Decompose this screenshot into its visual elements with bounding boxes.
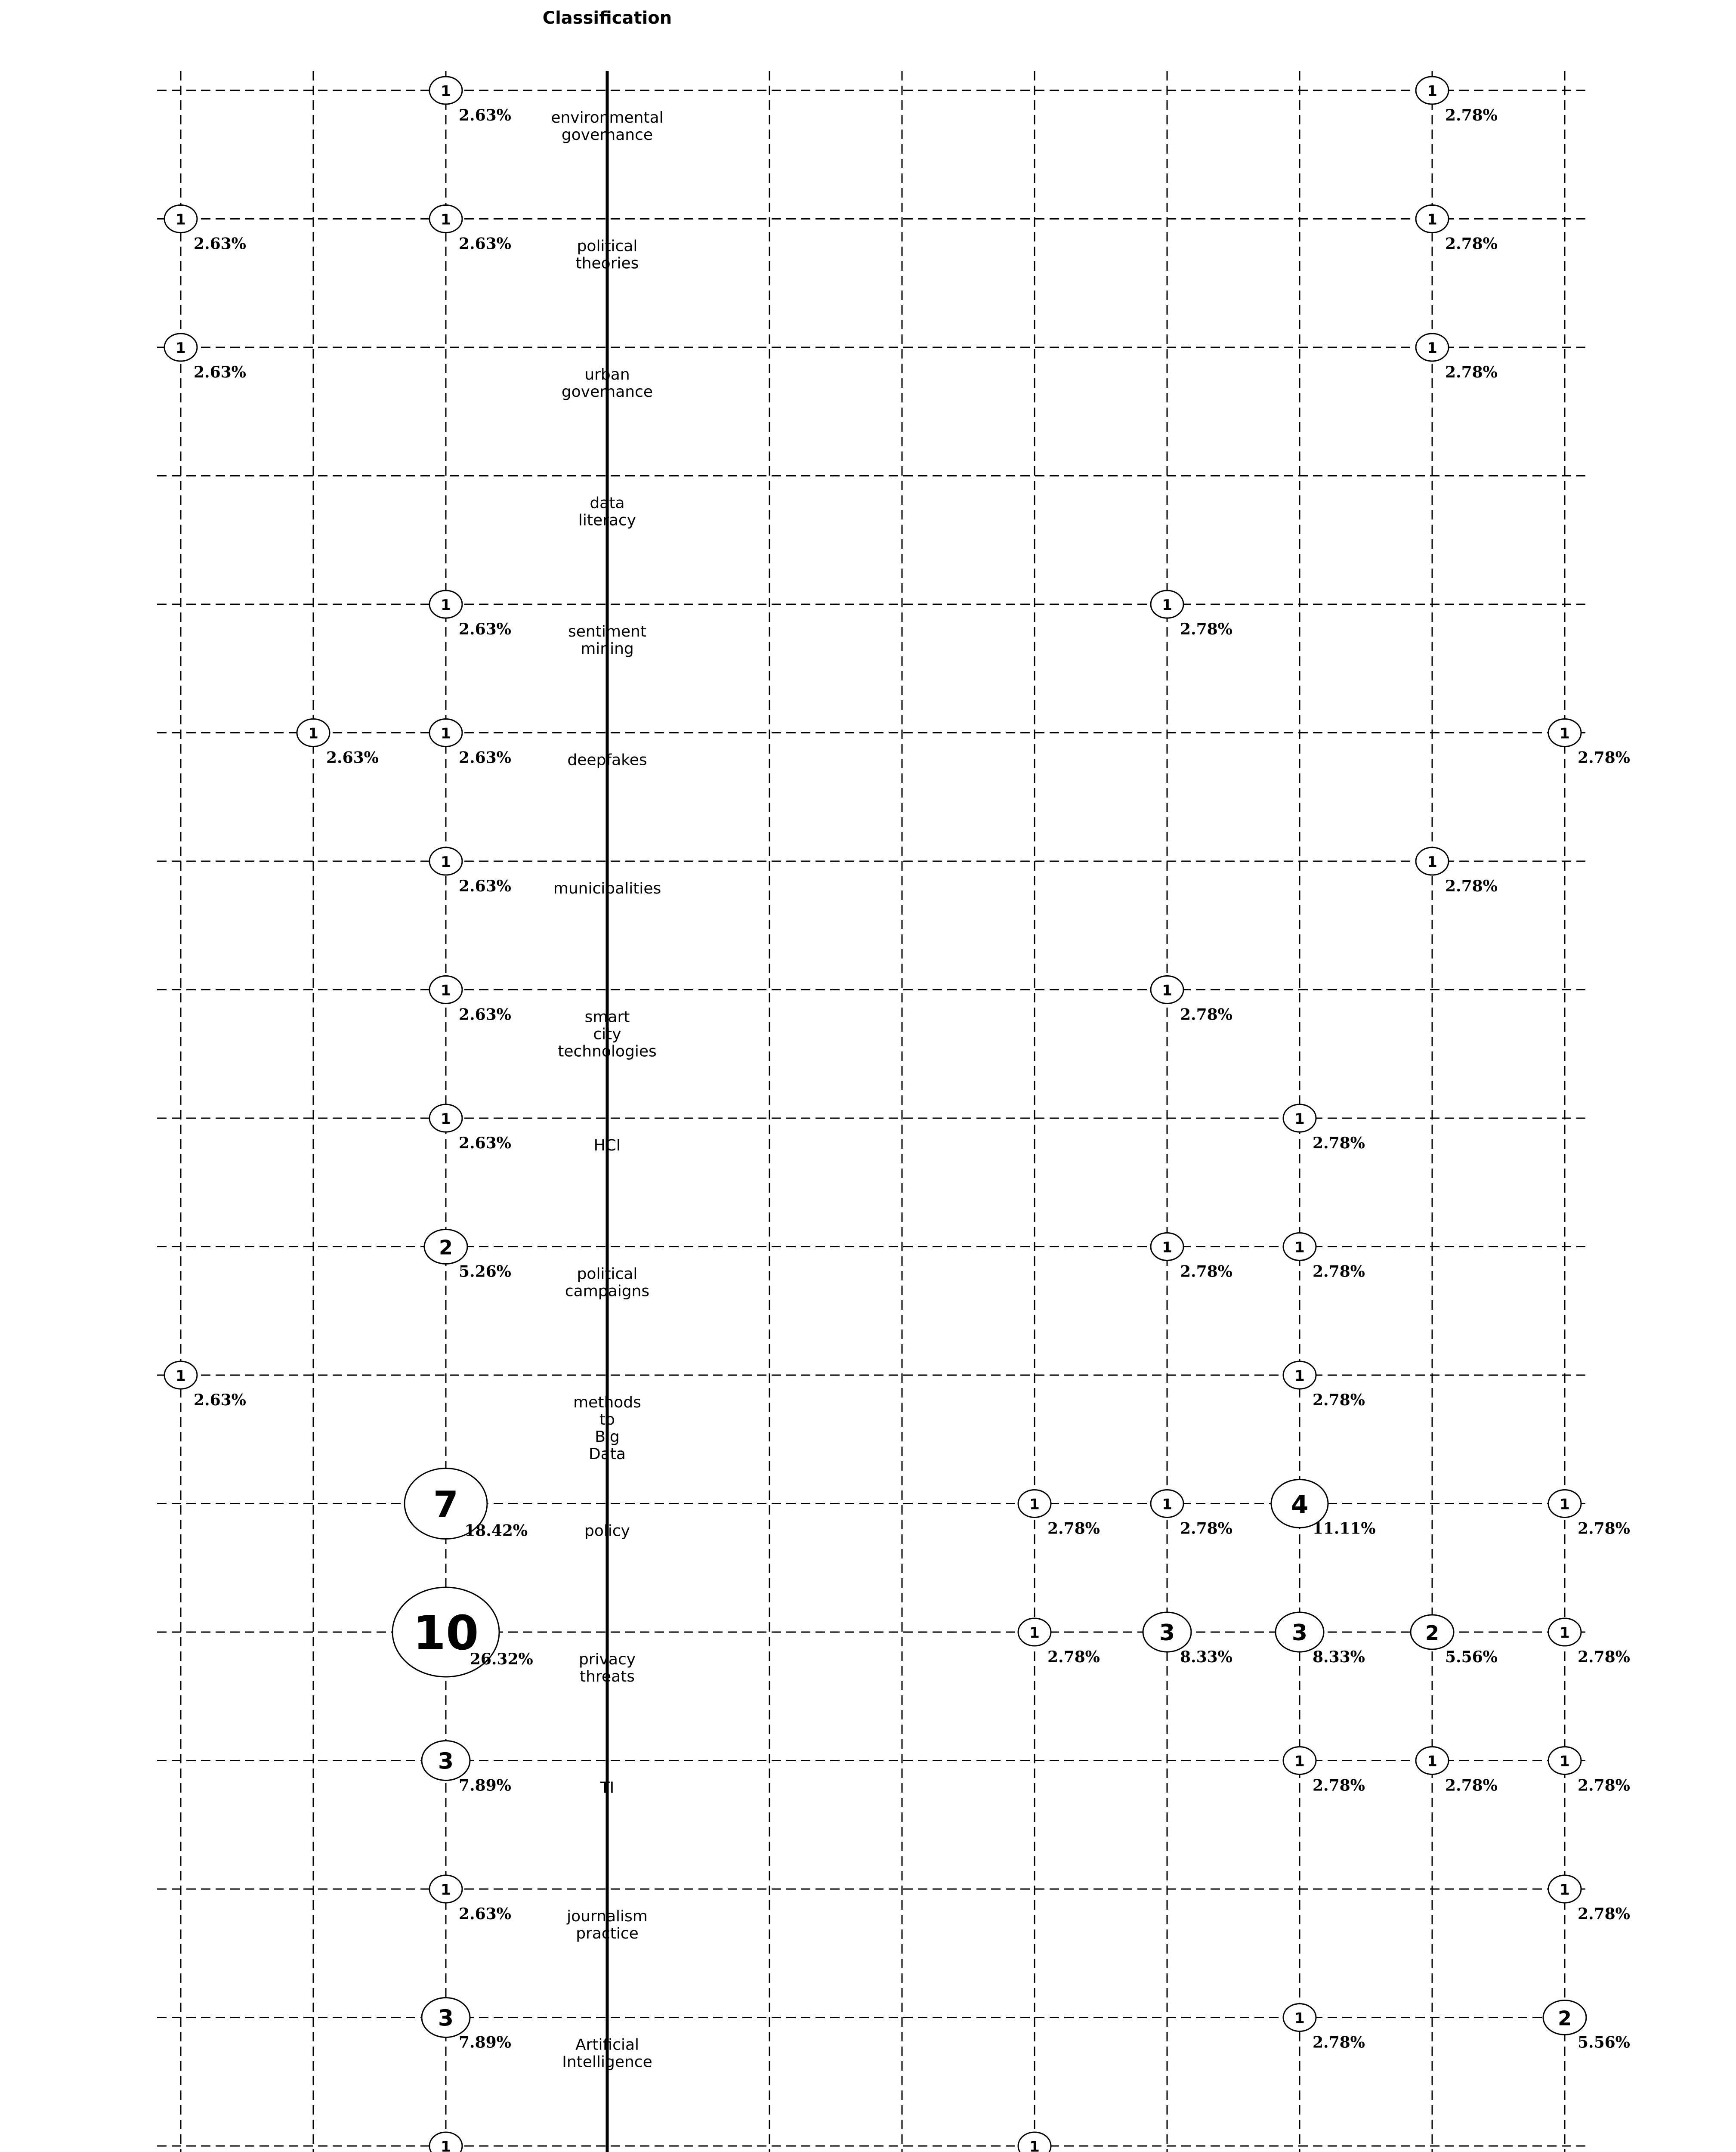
bubble-percent: 2.63% xyxy=(459,1134,511,1152)
bubble-percent: 2.78% xyxy=(1180,620,1232,638)
row-label: practice xyxy=(576,1925,639,1942)
bubble-percent: 2.63% xyxy=(194,1391,246,1409)
row-label: literacy xyxy=(578,511,636,529)
bubble-percent: 2.78% xyxy=(1313,1391,1365,1409)
bubble-percent: 2.78% xyxy=(1578,1776,1630,1795)
bubble-percent: 11.11% xyxy=(1312,1519,1376,1538)
row-label: Intelligence xyxy=(562,2053,652,2071)
bubble-percent: 7.89% xyxy=(459,2033,511,2052)
bubble-count: 1 xyxy=(1560,1881,1570,1898)
bubble-count: 1 xyxy=(1294,1110,1305,1128)
row-label: urban xyxy=(584,366,630,383)
row-label: data xyxy=(590,494,625,512)
bubble-percent: 2.78% xyxy=(1445,235,1498,253)
bubble-count: 1 xyxy=(1294,1239,1305,1256)
bubble-count: 10 xyxy=(413,1605,479,1660)
bubble-percent: 2.78% xyxy=(1313,1262,1365,1281)
row-label: campaigns xyxy=(565,1282,650,1300)
bubble-count: 1 xyxy=(1560,725,1570,742)
bubble-percent: 2.63% xyxy=(194,363,246,381)
bubble-percent: 2.78% xyxy=(1047,1519,1100,1538)
bubble-count: 1 xyxy=(441,2138,451,2152)
bubble-percent: 2.63% xyxy=(459,106,511,124)
bubble-count: 1 xyxy=(308,725,318,742)
row-label: mining xyxy=(581,640,634,658)
bubble-count: 1 xyxy=(1162,982,1172,999)
bubble-percent: 2.63% xyxy=(459,748,511,767)
bubble-count: 2 xyxy=(1425,1621,1439,1645)
bubble-percent: 2.78% xyxy=(1578,1519,1630,1538)
chart-title: Classification xyxy=(542,8,672,28)
bubble-count: 1 xyxy=(1427,1753,1437,1770)
bubble-count: 1 xyxy=(1294,1753,1305,1770)
bubble-count: 1 xyxy=(1560,1624,1570,1642)
row-label: city xyxy=(593,1025,621,1043)
bubble-percent: 2.78% xyxy=(1445,877,1498,895)
bubble-count: 1 xyxy=(1029,1624,1040,1642)
row-label: theories xyxy=(575,254,639,272)
row-label: governance xyxy=(561,126,653,144)
bubble-percent: 2.78% xyxy=(1047,1648,1100,1666)
bubble-percent: 2.78% xyxy=(1445,363,1498,381)
bubble-percent: 5.26% xyxy=(459,1262,511,1281)
bubble-count: 1 xyxy=(441,1881,451,1898)
bubble-percent: 2.78% xyxy=(1180,1519,1232,1538)
bubble-count: 1 xyxy=(176,211,186,229)
row-label: policy xyxy=(584,1522,630,1540)
row-label: Big xyxy=(595,1428,620,1446)
bubble-count: 1 xyxy=(1162,597,1172,614)
bubble-count: 1 xyxy=(1427,211,1437,229)
row-label: threats xyxy=(579,1668,635,1685)
bubble-percent: 18.42% xyxy=(464,1521,528,1540)
row-label: journalism xyxy=(567,1908,648,1925)
bubble-percent: 26.32% xyxy=(470,1650,533,1668)
bubble-percent: 2.63% xyxy=(459,877,511,895)
bubble-percent: 2.78% xyxy=(1578,1905,1630,1923)
row-label: sentiment xyxy=(568,623,646,640)
bubble-percent: 8.33% xyxy=(1313,1648,1365,1666)
bubble-count: 1 xyxy=(1427,83,1437,100)
row-label: technologies xyxy=(558,1042,657,1061)
bubble-count: 2 xyxy=(439,1236,453,1259)
row-label: smart xyxy=(584,1008,630,1026)
bubble-percent: 2.78% xyxy=(1180,1262,1232,1281)
bubble-count: 1 xyxy=(1427,853,1437,871)
row-label: methods xyxy=(573,1394,641,1411)
bubble-count: 1 xyxy=(441,725,451,742)
bubble-count: 1 xyxy=(441,597,451,614)
bubble-count: 3 xyxy=(438,2005,454,2031)
bubble-percent: 5.56% xyxy=(1578,2033,1630,2052)
bubble-count: 1 xyxy=(441,83,451,100)
bubble-count: 7 xyxy=(433,1483,459,1526)
bubble-percent: 2.78% xyxy=(1313,1134,1365,1152)
bubble-percent: 2.78% xyxy=(1313,2033,1365,2052)
bubble-count: 1 xyxy=(1294,2010,1305,2027)
row-label: to xyxy=(599,1411,615,1428)
bubble-percent: 2.78% xyxy=(1578,748,1630,767)
bubble-percent: 8.33% xyxy=(1180,1648,1232,1666)
bubble-count: 1 xyxy=(176,1367,186,1385)
row-label: political xyxy=(577,1265,638,1283)
bubble-count: 1 xyxy=(441,211,451,229)
row-label: Data xyxy=(589,1445,626,1463)
bubble-percent: 2.78% xyxy=(1445,1776,1498,1795)
bubble-percent: 2.78% xyxy=(1180,1005,1232,1024)
row-label: political xyxy=(577,237,638,255)
bubble-percent: 2.63% xyxy=(459,620,511,638)
bubble-percent: 2.63% xyxy=(459,1905,511,1923)
row-label: municipalities xyxy=(553,880,661,897)
bubble-percent: 5.56% xyxy=(1445,1648,1498,1666)
bubble-percent: 7.89% xyxy=(459,1776,511,1795)
row-label: governance xyxy=(561,383,653,401)
bubble-count: 2 xyxy=(1557,2007,1572,2030)
bubble-count: 1 xyxy=(1029,1496,1040,1513)
bubble-count: 1 xyxy=(1427,340,1437,357)
bubble-count: 1 xyxy=(1294,1367,1305,1385)
bubble-percent: 2.63% xyxy=(326,748,379,767)
bubble-percent: 2.63% xyxy=(459,1005,511,1024)
bubble-percent: 2.78% xyxy=(1445,106,1498,124)
bubble-count: 1 xyxy=(1029,2138,1040,2152)
bubble-count: 3 xyxy=(1291,1620,1308,1646)
row-label: HCI xyxy=(593,1137,621,1154)
row-label: Artificial xyxy=(575,2036,639,2054)
bubble-count: 1 xyxy=(1162,1239,1172,1256)
bubble-count: 3 xyxy=(438,1748,454,1775)
bubble-percent: 2.63% xyxy=(194,235,246,253)
bubble-count: 1 xyxy=(1560,1496,1570,1513)
bubble-percent: 2.78% xyxy=(1313,1776,1365,1795)
bubble-count: 3 xyxy=(1159,1620,1175,1646)
bubble-count: 1 xyxy=(441,853,451,871)
bubble-count: 1 xyxy=(1162,1496,1172,1513)
row-label: privacy xyxy=(578,1651,636,1668)
row-label: deepfakes xyxy=(567,751,647,769)
bubble-count: 1 xyxy=(176,340,186,357)
bubble-percent: 2.63% xyxy=(459,235,511,253)
row-label: TI xyxy=(600,1779,615,1797)
bubble-count: 1 xyxy=(441,1110,451,1128)
bubble-count: 1 xyxy=(1560,1753,1570,1770)
bubble-percent: 2.78% xyxy=(1578,1648,1630,1666)
bubble-count: 4 xyxy=(1291,1490,1309,1519)
row-label: environmental xyxy=(551,109,664,127)
bubble-count: 1 xyxy=(441,982,451,999)
